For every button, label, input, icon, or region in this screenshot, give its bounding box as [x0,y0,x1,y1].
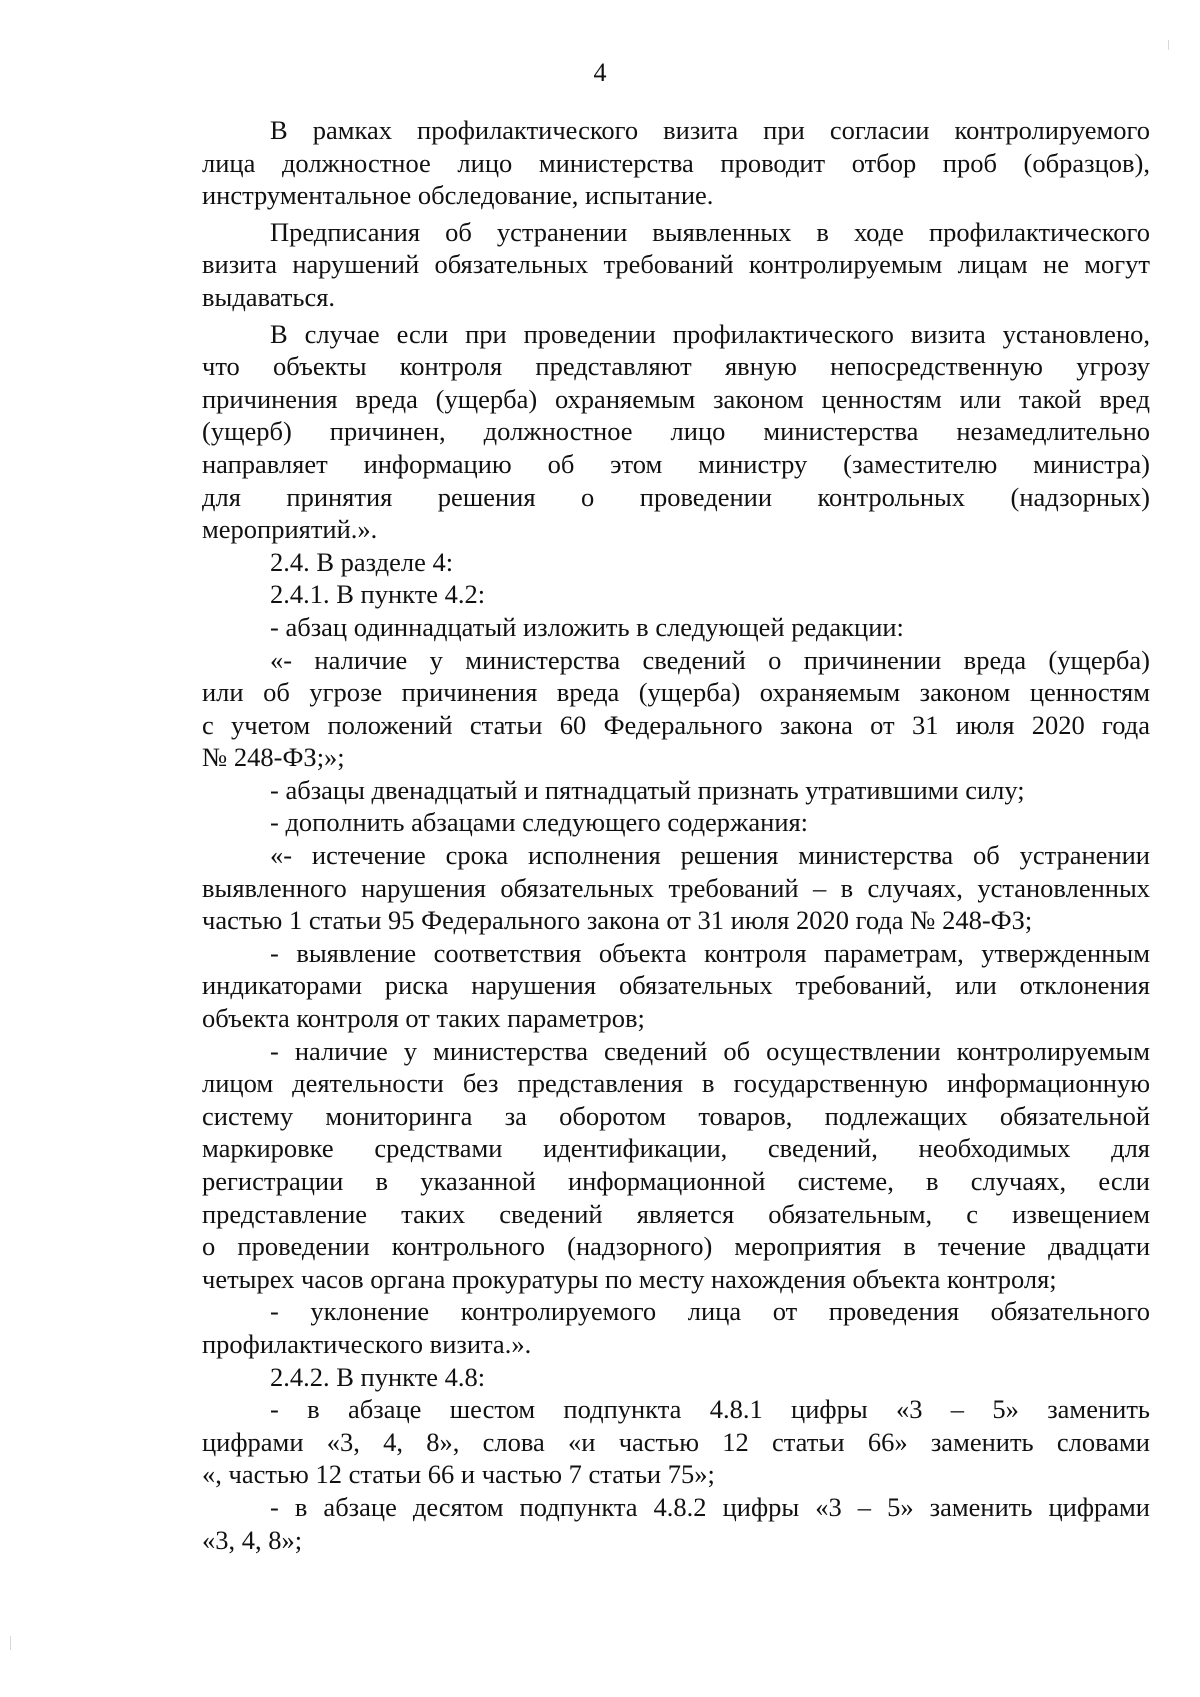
text-line: для принятия решения о проведении контрольных (надзорных) [202,481,1150,512]
text-line: что объекты контроля представляют явную непосредственную угрозу [202,351,1150,382]
text-line: (ущерб) причинен, должностное лицо министерства незамедлительно [202,416,1150,447]
section-heading [202,546,1150,579]
text-line: - дополнить абзацами следующего содержания: [270,807,809,838]
paragraph [202,611,1150,644]
text-line: маркировке средствами идентификации, сведений, необходимых для [202,1133,1150,1164]
text-line: выявленного нарушения обязательных требований – в случаях, установленных [202,872,1150,903]
text-line: Предписания об устранении выявленных в ходе профилактического [270,216,1150,247]
text-line: лицом деятельности без представления в государственную информационную [202,1068,1150,1099]
text-line: направляет информацию об этом министру (заместителю министра) [202,448,1150,479]
text-line: или об угрозе причинения вреда (ущерба) охраняемым законом ценностям [202,677,1150,708]
page-number: 4 [593,58,607,87]
text-line: причинения вреда (ущерба) охраняемым законом ценностям или такой вред [202,383,1150,414]
text-line: представление таких сведений является обязательным, с извещением [202,1198,1150,1229]
paragraph [202,114,1150,212]
paragraph [202,216,1150,314]
text-line: «3, 4, 8»; [202,1524,303,1555]
text-line: - уклонение контролируемого лица от проведения обязательного [270,1296,1150,1327]
text-line: - наличие у министерства сведений об осуществлении контролируемым [270,1035,1150,1066]
text-line: 2.4. В разделе 4: [270,546,454,577]
paragraph [202,937,1150,1035]
text-line: лица должностное лицо министерства проводит отбор проб (образцов), [202,147,1150,178]
text-line: выдаваться. [202,281,336,312]
text-line: индикаторами риска нарушения обязательных требований, или отклонения [202,970,1150,1001]
text-line: мероприятий.». [202,514,378,545]
text-line: о проведении контрольного (надзорного) мероприятия в течение двадцати [202,1231,1150,1262]
scan-mark [1168,40,1169,50]
text-line: 2.4.1. В пункте 4.2: [270,579,486,610]
text-line: четырех часов органа прокуратуры по месту нахождения объекта контроля; [202,1263,1057,1294]
paragraph [202,318,1150,546]
document-body [202,114,1150,1556]
text-line: систему мониторинга за оборотом товаров, подлежащих обязательной [202,1100,1150,1131]
text-line: с учетом положений статьи 60 Федерального закона от 31 июля 2020 года [202,709,1150,740]
paragraph [202,1393,1150,1491]
text-line: - абзацы двенадцатый и пятнадцатый признать утратившими силу; [270,774,1025,805]
paragraph [202,806,1150,839]
subsection-heading [202,1361,1150,1394]
paragraph [202,1295,1150,1360]
subsection-heading [202,578,1150,611]
text-line: «, частью 12 статьи 66 и частью 7 статьи 75»; [202,1459,715,1490]
text-line: В случае если при проведении профилактического визита установлено, [270,318,1150,349]
text-line: профилактического визита.». [202,1328,532,1359]
text-line: частью 1 статьи 95 Федерального закона от 31 июля 2020 года № 248-ФЗ; [202,905,1033,936]
paragraph [202,644,1150,774]
text-line: «- истечение срока исполнения решения министерства об устранении [270,840,1150,871]
text-line: 2.4.2. В пункте 4.8: [270,1361,486,1392]
text-line: визита нарушений обязательных требований контролируемым лицам не могут [202,249,1150,280]
text-line: регистрации в указанной информационной системе, в случаях, если [202,1166,1150,1196]
text-line: цифрами «3, 4, 8», слова «и частью 12 статьи 66» заменить словами [202,1426,1150,1457]
text-line: объекта контроля от таких параметров; [202,1003,645,1034]
text-line: - абзац одиннадцатый изложить в следующей редакции: [270,611,904,642]
paragraph [202,1491,1150,1556]
text-line: № 248-ФЗ;»; [202,742,345,773]
text-line: - в абзаце шестом подпункта 4.8.1 цифры «3 – 5» заменить [270,1394,1150,1425]
text-line: инструментальное обследование, испытание. [202,180,714,211]
paragraph [202,1035,1150,1296]
text-line: - в абзаце десятом подпункта 4.8.2 цифры «3 – 5» заменить цифрами [270,1491,1150,1522]
paragraph [202,839,1150,937]
scan-mark [10,1636,11,1650]
text-line: «- наличие у министерства сведений о причинении вреда (ущерба) [270,644,1150,675]
paragraph [202,774,1150,807]
text-line: - выявление соответствия объекта контроля параметрам, утвержденным [270,937,1150,968]
text-line: В рамках профилактического визита при согласии контролируемого [270,115,1150,145]
